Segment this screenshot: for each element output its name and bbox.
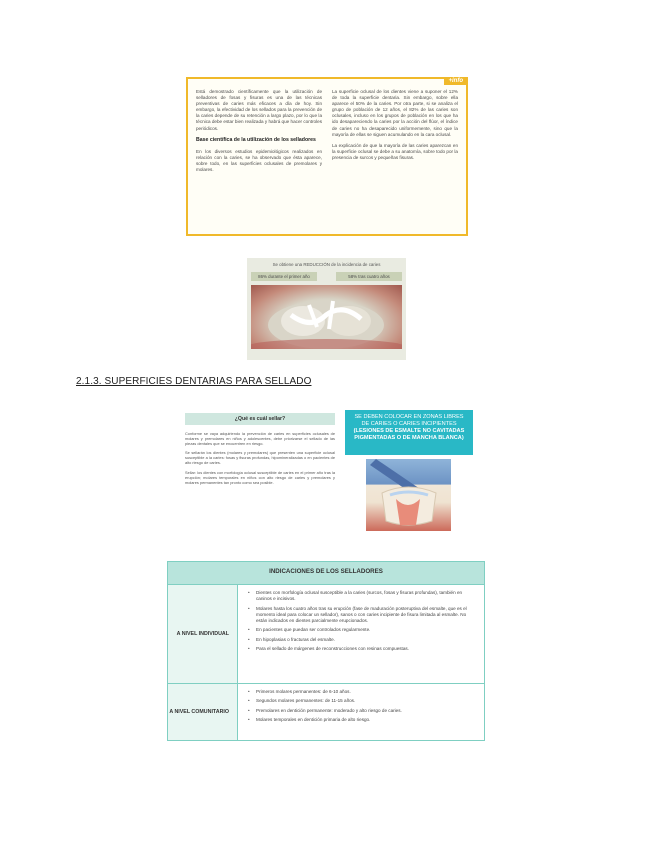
list-item: • Molares hasta los cuatro años tras su erupción (fase de maduración posteruptiva del esmalte, que es el momento ideal para colocar un sellador), sanos o con caries incipiente de fisura limitada al esmalte. No están indicados en dientes parcialmente erupcionados.	[248, 606, 476, 625]
indications-table	[167, 561, 485, 741]
list-item: • Molares temporales en dentición primaria de alto riesgo.	[248, 717, 476, 723]
placement-callout	[345, 410, 473, 455]
what-to-seal-text	[185, 431, 335, 485]
list-item: • En pacientes que puedan ser controlados regularmente.	[248, 627, 476, 633]
info-box	[186, 77, 468, 236]
row-label-individual: A NIVEL INDIVIDUAL	[168, 585, 238, 683]
stat-first-year: 86% durante el primer año	[251, 272, 317, 281]
what-paragraph-3: Sellar: los dientes con morfología oclusal susceptible de caries en el primer año tras la erupción; molares temporales en niños con alto riesgo de caries y premolares y molares permanentes tan pronto como sea posible.	[185, 469, 335, 485]
callout-text: SE DEBEN COLOCAR EN ZONAS LIBRES DE CARIES O CARIES INCIPIENTES	[354, 414, 464, 427]
info-subheading: Base científica de la utilización de los selladores	[196, 136, 316, 143]
sealant-application-photo	[366, 459, 451, 531]
list-item: • Premolares en dentición permanente: moderado y alto riesgo de caries.	[248, 708, 476, 714]
what-to-seal-title: ¿Qué es cuál sellar?	[185, 413, 335, 425]
info-right-paragraph-2: La explicación de que la mayoría de las caries aparezcan en la superficie oclusal se debe a su anatomía, sobre todo por la presencia de surcos y pequeñas fisuras.	[332, 142, 458, 160]
what-paragraph-2: Se sellarán los dientes (molares y premolares) que presenten una superficie oclusal susceptible a la caries: fosas y fisuras profundas, hipomineralizadas o en pacientes de alto riesgo de caries.	[185, 450, 335, 466]
what-paragraph-1: Conforme se vaya adquiriendo la prevención de caries en superficies oclusales de molares y premolares en niños y adolescentes, debe priorizarse el sellado de las piezas dentales que se encuentren en riesgo.	[185, 431, 335, 447]
tooth-cross-section-illustration	[366, 459, 451, 531]
what-to-seal-box	[185, 413, 335, 523]
info-left-column	[196, 89, 322, 228]
figure-stats	[251, 272, 402, 281]
list-item: • En hipoplasias o fracturas del esmalte.	[248, 637, 476, 643]
info-body-paragraph: En los diversos estudios epidemiológicos realizados en relación con la caries, se ha observado que ésta aparece, sobre todo, en las superficies oclusales de premolares y molares.	[196, 149, 322, 173]
info-right-paragraph-1: La superficie oclusal de los dientes viene a suponer el 12% de toda la superficie dentaria. Sin embargo, sobre ella aparece el 50% de la caries. Por otra parte, si se analiza el grupo de población de 12 años, el 82% de las caries son oclusales, incluso en los grupos de población en los que ha ido desapareciendo la caries por la acción del flúor, el índice de caries no ha desaparecido uniformemente, sino que la mayoría de ellas se siguen acumulando en la cara oclusal.	[332, 89, 458, 137]
row-label-community: A NIVEL COMUNITARIO	[168, 684, 238, 740]
info-intro-paragraph: Está demostrado científicamente que la utilización de selladores de fosas y fisuras es una de las técnicas preventivas de caries más eficaces a día de hoy. Sin embargo, la efectividad de los sellados para la prevención de la caries depende de su retención a largo plazo, por lo que la técnica debe estar bien realizada y habrá que hacer controles periódicos.	[196, 89, 322, 131]
table-title: INDICACIONES DE LOS SELLADORES	[168, 562, 484, 584]
molar-illustration	[251, 285, 402, 349]
table-row-community	[168, 683, 484, 740]
list-item: • Primeros molares permanentes: de 6-10 años.	[248, 689, 476, 695]
figure-caption: Se obtiene una REDUCCIÓN de la incidencia de caries	[272, 262, 381, 267]
info-right-column	[332, 89, 458, 228]
callout-bold-text: (LESIONES DE ESMALTE NO CAVITADAS PIGMENTADAS O DE MANCHA BLANCA)	[353, 428, 465, 441]
table-row-individual	[168, 584, 484, 683]
list-item: • Segundos molares permanentes: de 11-15 años.	[248, 698, 476, 704]
list-item: • Para el sellado de márgenes de reconstrucciones con resinas compuestas.	[248, 646, 476, 652]
molar-sealant-figure	[247, 258, 406, 360]
molar-photo	[251, 285, 402, 349]
section-heading: 2.1.3. SUPERFICIES DENTARIAS PARA SELLADO	[76, 376, 312, 387]
info-tag: +info	[444, 77, 469, 85]
list-item: • Dientes con morfología oclusal susceptible a la caries (surcos, fosas y fisuras profundas), también en caninos e incisivos.	[248, 590, 476, 602]
list-individual	[238, 585, 484, 683]
list-community	[238, 684, 484, 740]
stat-four-years: 58% tras cuatro años	[336, 272, 402, 281]
